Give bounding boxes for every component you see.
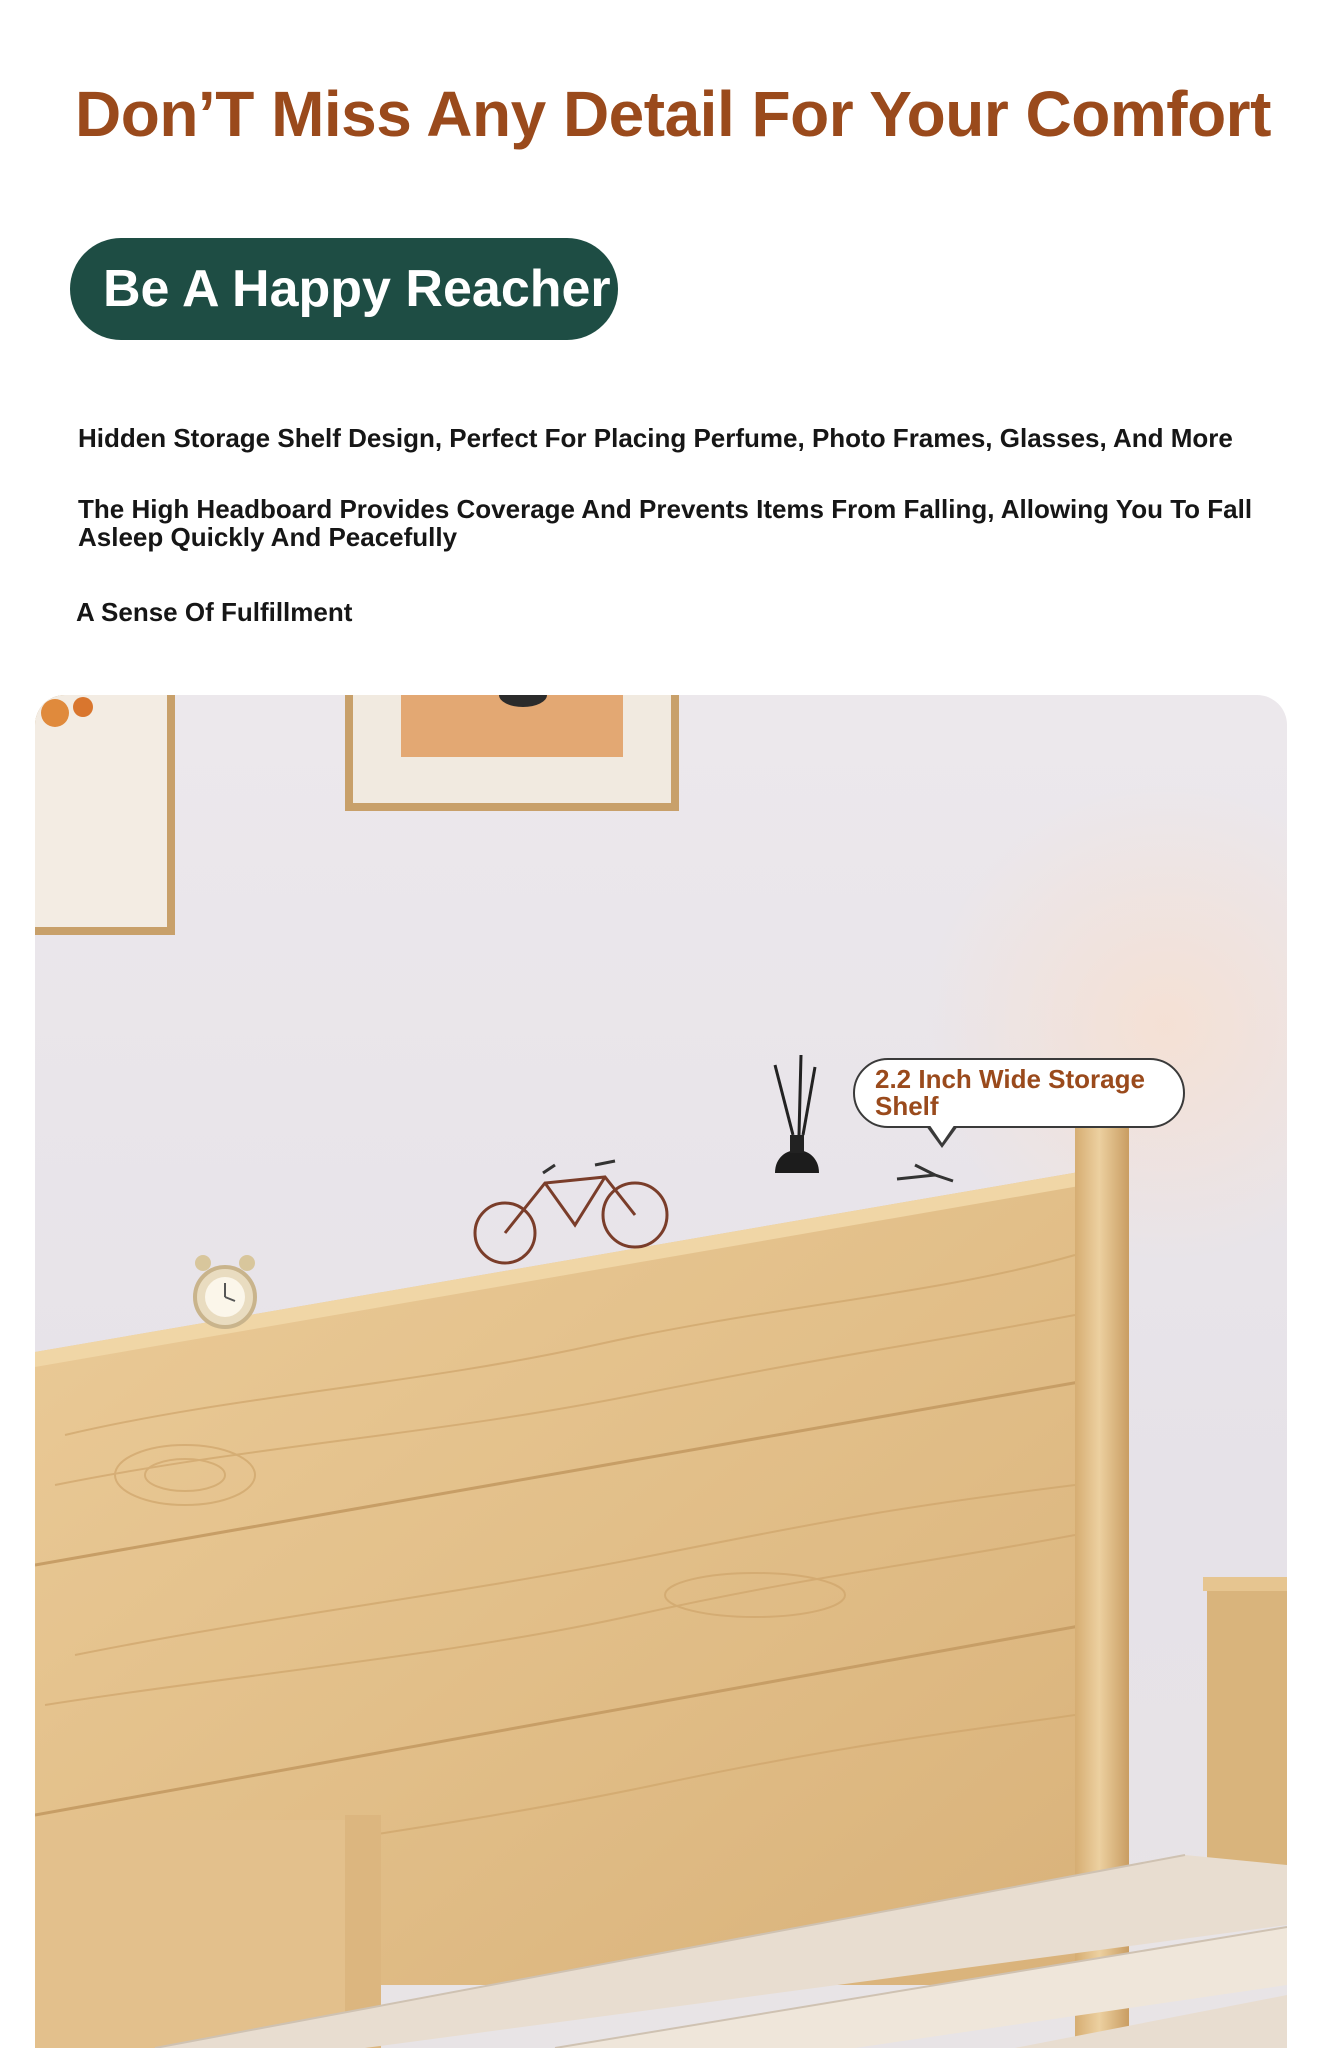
callout-pointer [926, 1126, 958, 1148]
feature-badge [70, 238, 618, 340]
feature-text-headboard: The High Headboard Provides Coverage And Prevents Items From Falling, Allowing You To Fall Asleep Quickly And Peacefully [78, 494, 1253, 552]
wall-picture-center [345, 695, 679, 811]
diffuser-decor [775, 1055, 819, 1173]
feature-text-storage: Hidden Storage Shelf Design, Perfect For Placing Perfume, Photo Frames, Glasses, And More [78, 423, 1233, 453]
bicycle-decor [475, 1161, 667, 1263]
alarm-clock-decor [195, 1255, 255, 1327]
page-headline: Don’T Miss Any Detail For Your Comfort [75, 78, 1271, 150]
shelf-width-callout-label: 2.2 Inch Wide Storage Shelf [875, 1064, 1145, 1121]
product-photo [35, 695, 1287, 2048]
glasses-decor [897, 1165, 953, 1181]
shelf-width-callout [853, 1058, 1185, 1128]
bed-headboard-illustration [35, 695, 1287, 2048]
wall-picture-left [35, 695, 175, 935]
feature-badge-label: Be A Happy Reacher [103, 260, 611, 318]
feature-text-fulfillment: A Sense Of Fulfillment [76, 597, 353, 627]
